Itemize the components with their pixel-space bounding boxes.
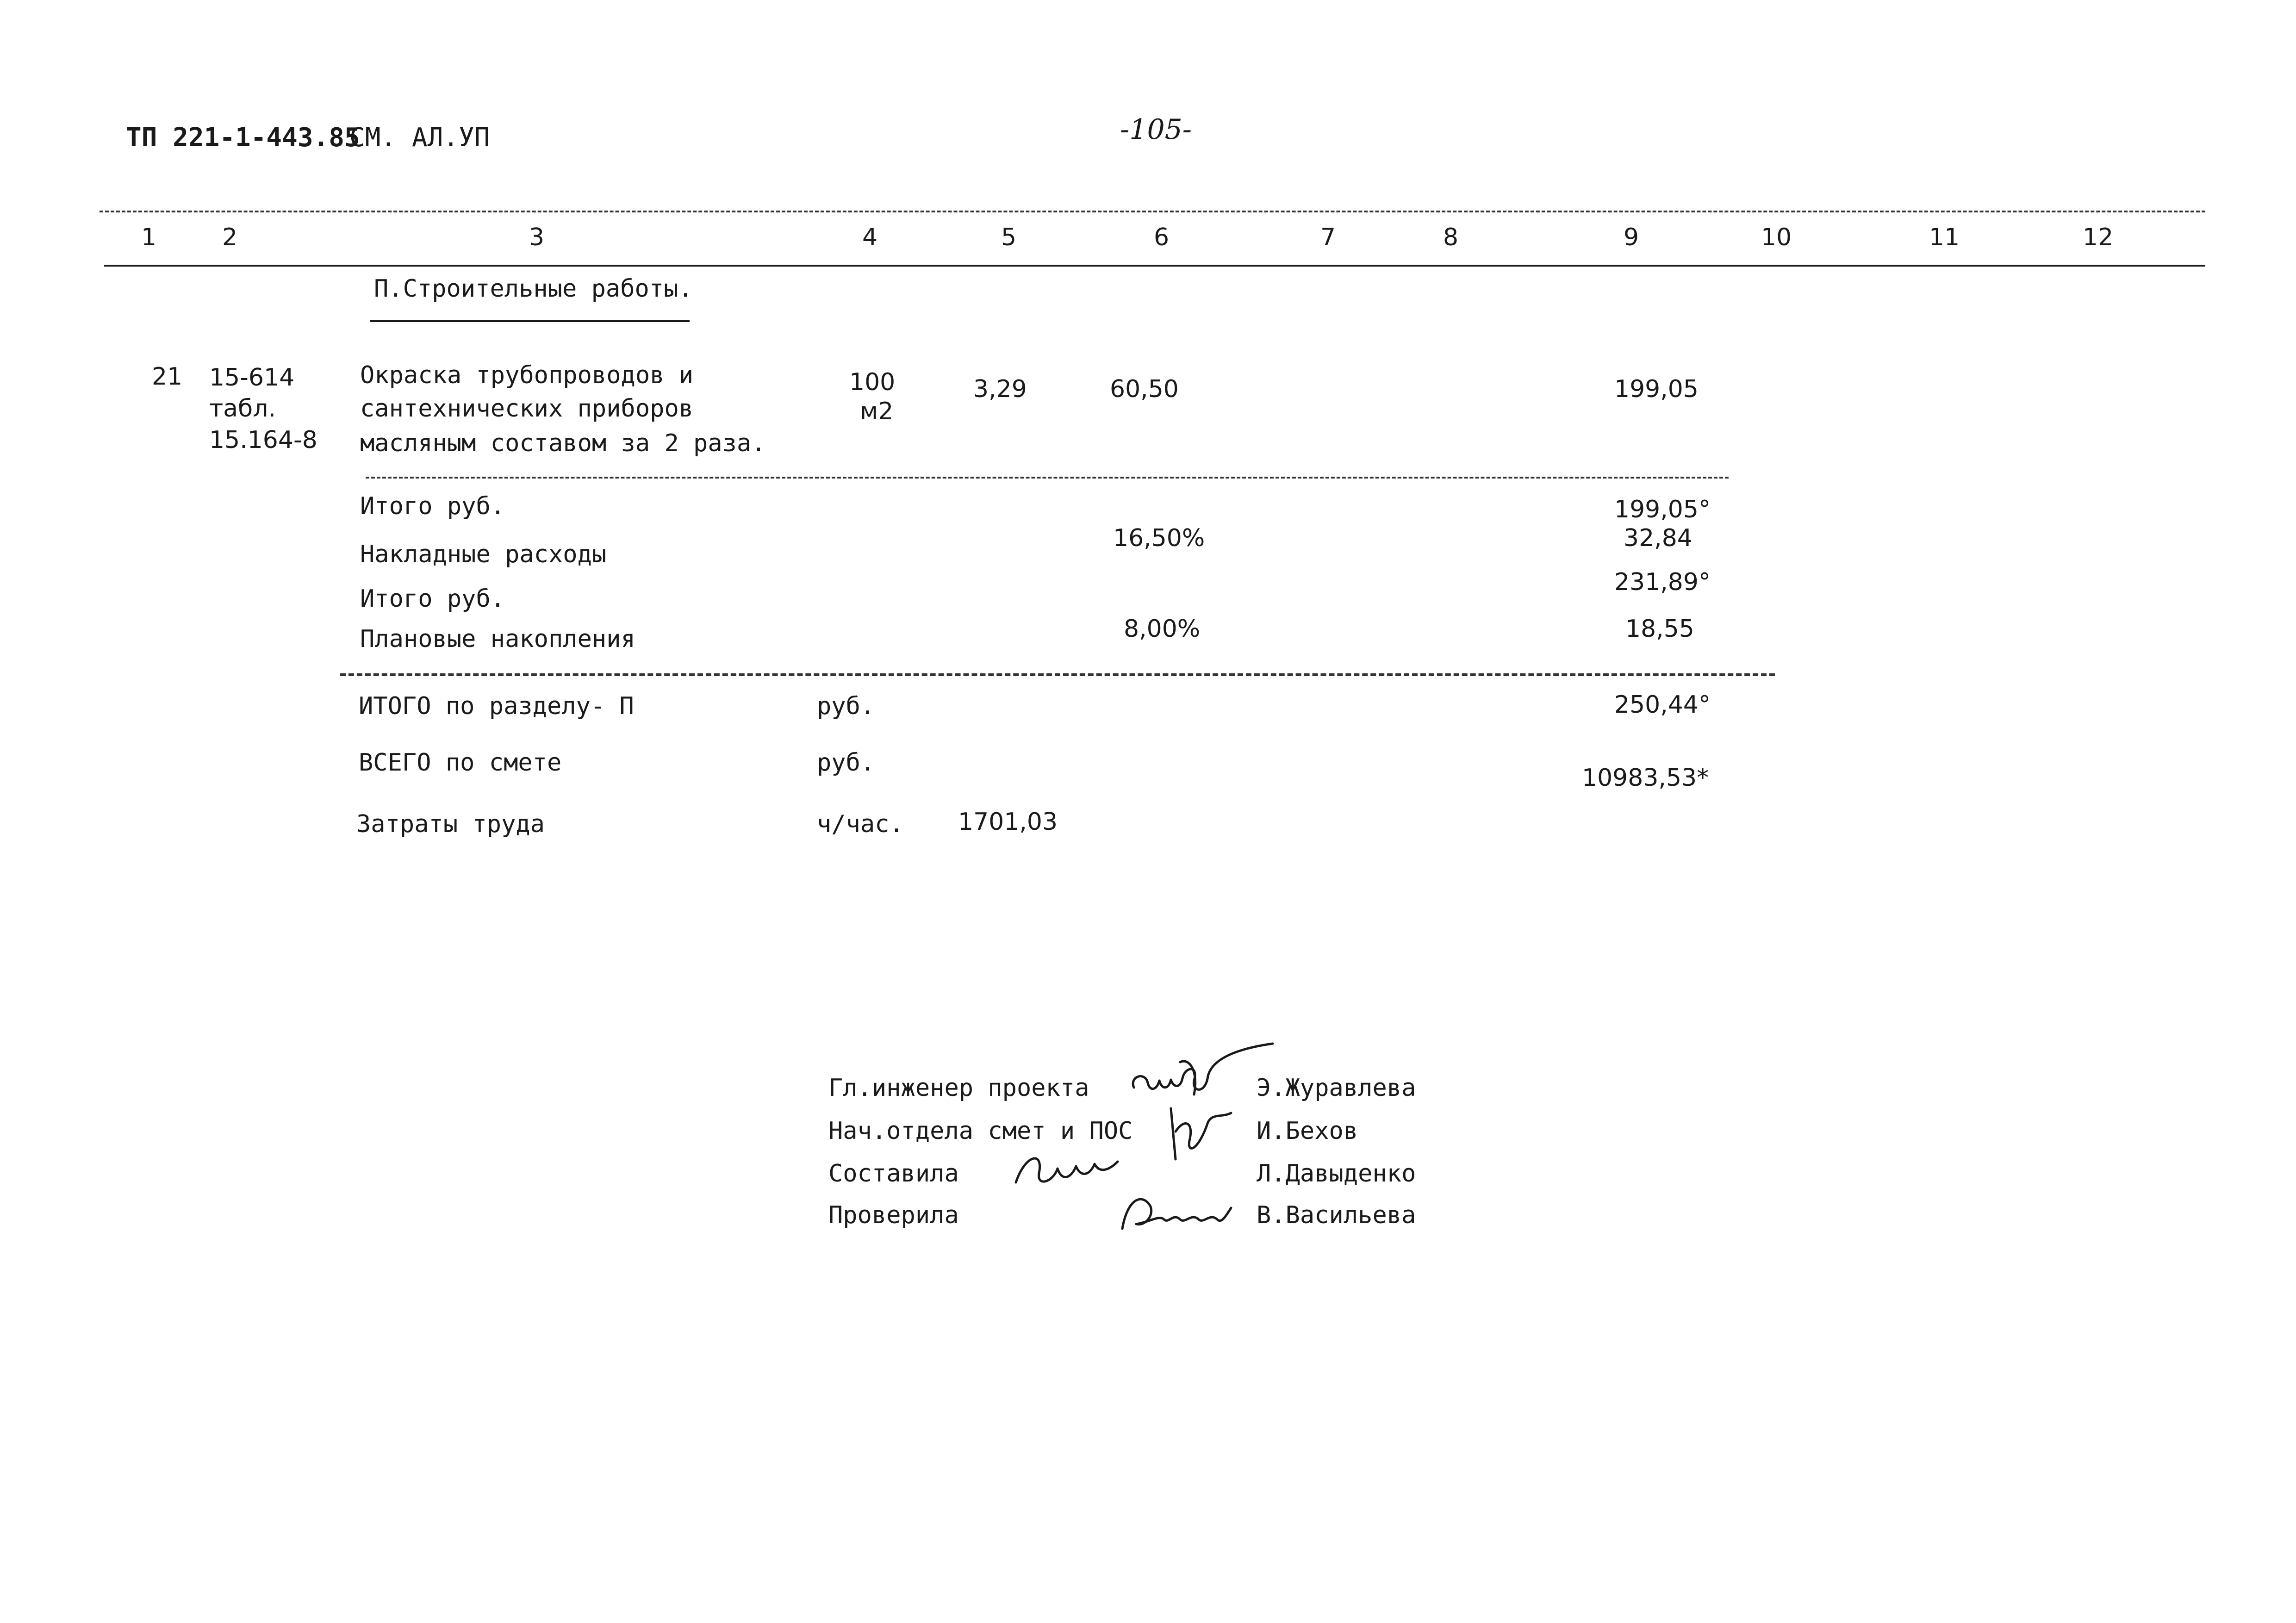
signature-role: Нач.отдела смет и ПОС xyxy=(828,1117,1133,1145)
item-total: 199,05 xyxy=(1614,375,1699,403)
item-code-line: табл. xyxy=(209,395,276,423)
column-header-9: 9 xyxy=(1624,224,1639,251)
summary-label: Плановые накопления xyxy=(360,625,635,653)
item-number: 21 xyxy=(152,363,183,391)
summary-bottom-rule xyxy=(340,673,1775,676)
item-unit-price: 60,50 xyxy=(1110,375,1179,403)
summary-value: 18,55 xyxy=(1625,615,1694,643)
item-description-line: Окраска трубопроводов и xyxy=(360,361,694,389)
total-label: Затраты труда xyxy=(356,810,545,838)
summary-value: 199,05° xyxy=(1614,496,1711,523)
column-header-2: 2 xyxy=(222,224,238,251)
item-unit-line: м2 xyxy=(860,398,894,425)
column-header-1: 1 xyxy=(141,224,157,251)
item-quantity: 3,29 xyxy=(973,375,1027,403)
column-header-10: 10 xyxy=(1761,224,1792,251)
signature-scribble-2 xyxy=(1162,1104,1236,1169)
summary-label: Итого руб. xyxy=(360,585,505,613)
summary-percent: 8,00% xyxy=(1124,615,1201,643)
document-section: СМ. АЛ.УП xyxy=(349,123,490,153)
summary-label: Итого руб. xyxy=(360,492,505,520)
signature-scribble-3 xyxy=(1011,1145,1122,1192)
column-header-7: 7 xyxy=(1320,224,1336,251)
signature-name: И.Бехов xyxy=(1257,1117,1358,1145)
signature-scribble-4 xyxy=(1113,1187,1238,1238)
item-description-line: сантехнических приборов xyxy=(360,395,694,423)
item-code-line: 15.164-8 xyxy=(209,426,317,454)
signature-scribble-1 xyxy=(1125,1044,1277,1113)
signature-name: В.Васильева xyxy=(1257,1201,1416,1229)
page-number: -105- xyxy=(1120,113,1192,146)
column-header-4: 4 xyxy=(862,224,878,251)
total-label: ИТОГО по разделу- П xyxy=(359,692,634,720)
table-top-rule xyxy=(100,211,2205,212)
total-unit: руб. xyxy=(817,692,875,720)
total-unit: руб. xyxy=(817,749,875,777)
total-value: 10983,53* xyxy=(1582,764,1709,792)
signature-name: Л.Давыденко xyxy=(1257,1160,1416,1188)
item-code-line: 15-614 xyxy=(209,364,295,392)
summary-value: 231,89° xyxy=(1614,568,1711,596)
column-header-12: 12 xyxy=(2083,224,2114,251)
column-header-5: 5 xyxy=(1001,224,1017,251)
total-quantity: 1701,03 xyxy=(958,808,1058,836)
section-title-underline xyxy=(370,320,690,322)
column-header-11: 11 xyxy=(1929,224,1960,251)
item-unit-line: 100 xyxy=(849,368,896,396)
header-bottom-rule xyxy=(104,265,2205,267)
column-header-6: 6 xyxy=(1154,224,1170,251)
signature-role: Проверила xyxy=(828,1201,959,1229)
summary-label: Накладные расходы xyxy=(360,541,607,568)
section-title: П.Строительные работы. xyxy=(374,275,693,303)
summary-percent: 16,50% xyxy=(1113,524,1205,552)
signature-name: Э.Журавлева xyxy=(1257,1074,1416,1102)
total-label: ВСЕГО по смете xyxy=(359,749,562,777)
document-code: ТП 221-1-443.85 xyxy=(126,123,360,153)
signature-role: Гл.инженер проекта xyxy=(828,1074,1089,1102)
item-bottom-rule xyxy=(366,477,1729,479)
signature-role: Составила xyxy=(828,1160,959,1188)
column-header-3: 3 xyxy=(529,224,545,251)
column-header-8: 8 xyxy=(1443,224,1459,251)
total-value: 250,44° xyxy=(1614,691,1711,719)
summary-value: 32,84 xyxy=(1624,524,1692,552)
item-description-line: масляным составом за 2 раза. xyxy=(360,429,766,457)
total-unit: ч/час. xyxy=(817,810,904,838)
